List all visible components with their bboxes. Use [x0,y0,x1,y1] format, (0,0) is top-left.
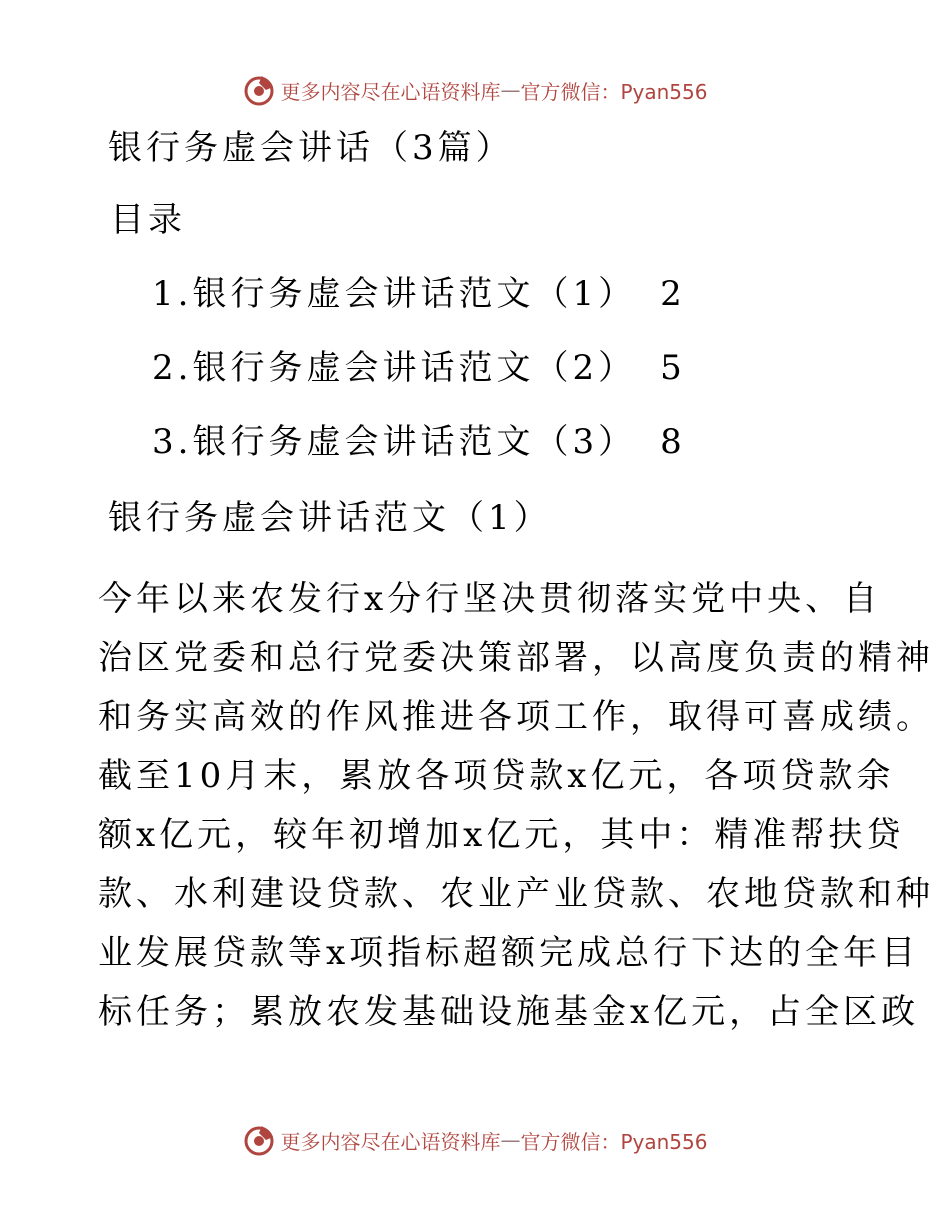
toc-item[interactable] [152,272,686,316]
toc-item-label: 3.银行务虚会讲话范文（3） [152,422,637,462]
toc-item-label: 2.银行务虚会讲话范文（2） [152,348,637,388]
paragraph-line: 标任务；累放农发基础设施基金x亿元，占全区政 [98,992,920,1032]
toc-item-page: 5 [660,348,686,388]
paragraph-line: 截至10月末，累放各项贷款x亿元，各项贷款余 [98,756,895,796]
watermark-separator: — [500,78,521,102]
paragraph-line: 款、水利建设贷款、农业产业贷款、农地贷款和种 [98,874,934,914]
watermark-separator: — [500,1128,521,1152]
watermark-wechat: 官方微信：Pyan556 [520,1129,708,1154]
paragraph-line: 和务实高效的作风推进各项工作，取得可喜成绩。 [98,697,934,737]
toc-item-page: 2 [660,274,686,314]
watermark-text: 更多内容尽在心语资料库 [280,1129,501,1154]
watermark-wechat: 官方微信：Pyan556 [520,79,708,104]
section-title: 银行务虚会讲话范文（1） [108,498,552,538]
toc-heading: 目录 [110,200,186,240]
pen-logo-icon [242,1123,276,1157]
watermark-text: 更多内容尽在心语资料库 [280,79,501,104]
paragraph-line: 业发展贷款等x项指标超额完成总行下达的全年目 [98,933,920,973]
paragraph-line: 治区党委和总行党委决策部署，以高度负责的精神 [98,638,934,678]
footer-watermark [0,1120,950,1160]
toc-item-page: 8 [660,422,686,462]
paragraph-line: 今年以来农发行x分行坚决贯彻落实党中央、自 [98,579,882,619]
body-paragraph [98,570,934,1042]
paragraph-line: 额x亿元，较年初增加x亿元，其中：精准帮扶贷 [98,815,905,855]
pen-logo-icon [242,73,276,107]
toc-item[interactable] [152,346,686,390]
toc-item-label: 1.银行务虚会讲话范文（1） [152,274,637,314]
header-watermark [0,70,950,110]
toc-item[interactable] [152,420,686,464]
document-title: 银行务虚会讲话（3篇） [108,128,514,168]
